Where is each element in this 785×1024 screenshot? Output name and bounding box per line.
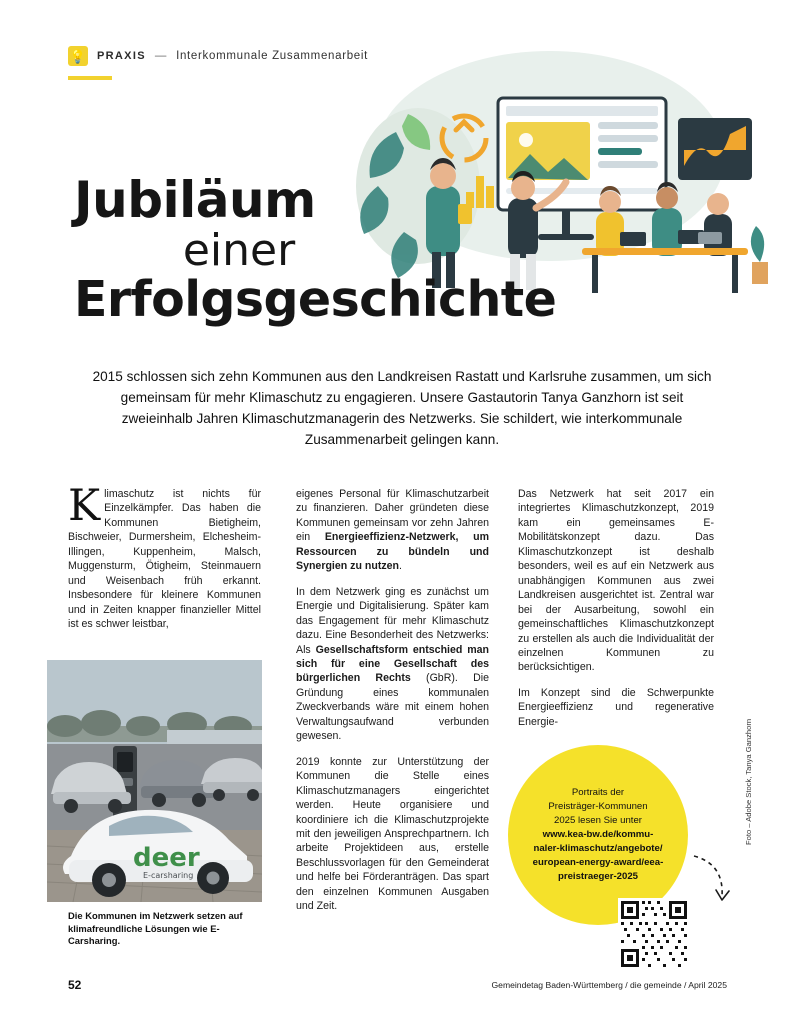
headline-line-2: einer bbox=[182, 225, 296, 276]
footer-rule bbox=[68, 968, 727, 969]
drop-cap: K bbox=[68, 481, 101, 531]
body-column-1 bbox=[68, 481, 261, 643]
photo-car-brand: deer bbox=[133, 843, 200, 873]
lead-paragraph: 2015 schlossen sich zehn Kommunen aus den Landkreisen Rastatt und Karlsruhe zusammen, um sich gemeinsam für mehr Klimaschutz zu engagieren. Unsere Gastautorin Tanya Ganzhorn ist seit zweieinhalb Jahren Klimaschutzmanagerin des Netzwerks. Sie schildert, wie interkommunale Zusammenarbeit gelingen kann. bbox=[92, 369, 712, 448]
callout-line-2: Preisträger-Kommunen bbox=[548, 801, 648, 813]
photo-credit: Foto – Adobe Stock, Tanya Ganzhorn bbox=[744, 718, 753, 845]
page-number: 52 bbox=[68, 978, 82, 992]
photo-caption: Die Kommunen im Netzwerk setzen auf klimafreundliche Lösungen wie E-Carsharing. bbox=[68, 910, 243, 947]
headline-line-1: Jubiläum bbox=[74, 171, 316, 229]
photo-car-subtitle: E-carsharing bbox=[143, 871, 194, 880]
page-title bbox=[74, 171, 557, 329]
qr-code[interactable] bbox=[618, 898, 690, 970]
article-photo bbox=[47, 660, 262, 902]
callout-url-line-2[interactable]: naler-klimaschutz/angebote/ bbox=[533, 842, 663, 854]
body-col2-p1-part1: eigenes Personal für Klimaschutzarbeit zu finanzieren. Daher gründeten diese Kommunen gemeinsam vor zehn Jahren ein bbox=[296, 488, 489, 544]
headline-line-3: Erfolgsgeschichte bbox=[74, 271, 557, 329]
callout-line-1: Portraits der bbox=[571, 787, 625, 799]
body-col2-p1-emphasis: Energieeffizienz-Netzwerk, um Ressourcen zu bündeln und Synergien zu nutzen bbox=[296, 531, 489, 573]
body-col2-p2-emphasis: Gesellschaftsform entschied man sich für eine Gesellschaft des bürgerlichen Rechts bbox=[296, 643, 489, 685]
callout-url-line-3[interactable]: european-energy-award/eea- bbox=[532, 856, 664, 868]
lightbulb-icon: 💡 bbox=[68, 46, 88, 66]
body-col2-p2-part3: (GbR). Die Gründung eines kommunalen Zweckverbands wäre mit einem hohen Verwaltungsaufwand verbunden gewesen. bbox=[296, 672, 489, 743]
kicker-rule bbox=[68, 76, 112, 80]
body-col2-p1-part3: . bbox=[399, 560, 402, 573]
callout-url-line-4[interactable]: preistraeger-2025 bbox=[558, 870, 638, 882]
body-column-3 bbox=[518, 487, 714, 740]
body-col2-paragraph-3: 2019 konnte zur Unterstützung der Kommunen die Stelle eines Klimaschutzmanagers eingerichtet werden. Heute organisiere und koordiniere ich die Klimaschutzprojekte mit den jeweiligen Ansprechpartnern. Ich arbeite Projektideen aus, erstelle Beschlussvorlagen für den Gemeinderat und helfe bei Förderanträgen. Das spart den einzelnen Kommunen Ausgaben und Zeit. bbox=[296, 755, 489, 913]
body-col1-paragraph-1: limaschutz ist nichts für Einzelkämpfer. Das haben die Kommunen Bietigheim, Bischweier, Durmersheim, Elchesheim-Illingen, Kuppenheim, Malsch, Muggensturm, Ötigheim, Steinmauern und Weisenbach früh erkannt. Insbesondere für kleinere Kommunen und in Zeiten knapper finanzieller Mittel ist es schwer leistbar, bbox=[68, 488, 261, 631]
callout-url-line-1[interactable]: www.kea-bw.de/kommu- bbox=[542, 829, 654, 841]
footer-note: Gemeindetag Baden-Württemberg / die gemeinde / April 2025 bbox=[491, 980, 727, 990]
body-col3-paragraph-2: Im Konzept sind die Schwerpunkte Energieeffizienz und regenerative Energie- bbox=[518, 686, 714, 728]
kicker-praxis-label: PRAXIS bbox=[97, 50, 146, 62]
body-col2-p2-part1: In dem Netzwerk ging es zunächst um Energie und Digitalisierung. Später kam das Engagement für mehr Klimaschutz dazu. Eine Besonderheit des Netzwerks: Als bbox=[296, 585, 489, 656]
body-column-2 bbox=[296, 487, 489, 925]
curved-arrow-icon bbox=[690, 852, 736, 910]
body-col3-paragraph-1: Das Netzwerk hat seit 2017 ein integriertes Klimaschutzkonzept, 2019 kam ein gemeinsames E-Mobilitätskonzept dazu. Das Klimaschutzkonzept ist deshalb besonders, weil es auf ein Netzwerk aus unabhängigen Kommunen aus zwei Landkreisen ausgerichtet ist. Zentral war bei der Ausarbeitung, sowohl ein gemeinschaftliches Klimaschutzkonzept zu erstellen als auch die Individualität der einzelnen Kommunen zu berücksichtigen. bbox=[518, 488, 714, 674]
callout-line-3: 2025 lesen Sie unter bbox=[553, 815, 642, 827]
kicker-topic: Interkommunale Zusammenarbeit bbox=[176, 50, 369, 62]
kicker-dash: — bbox=[154, 50, 168, 62]
